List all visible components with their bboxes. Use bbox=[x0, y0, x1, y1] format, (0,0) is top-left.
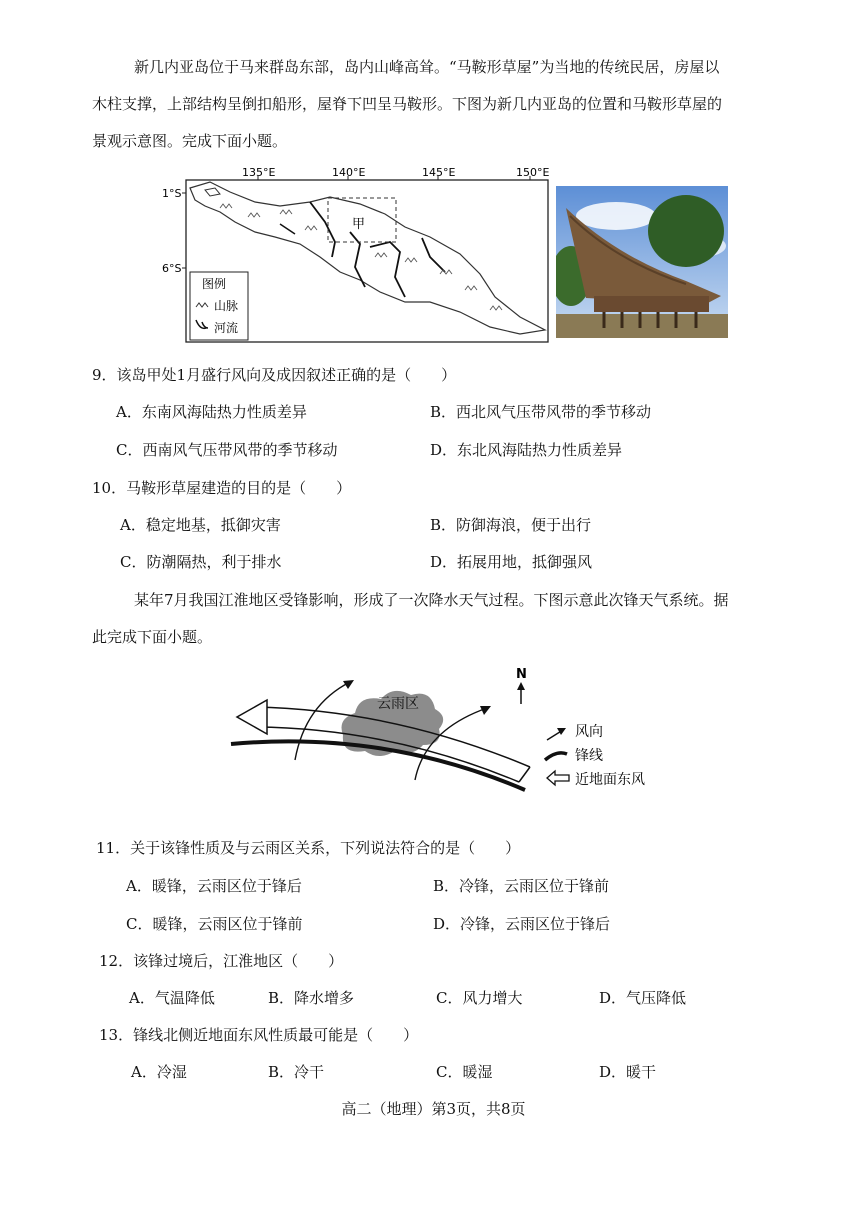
intro1-line2: 木柱支撑，上部结构呈倒扣船形，屋脊下凹呈马鞍形。下图为新几内亚岛的位置和马鞍形草屋的 bbox=[92, 95, 723, 113]
east-wind-icon bbox=[547, 771, 569, 785]
page-footer: 高二（地理）第3页，共8页 bbox=[341, 1100, 526, 1118]
q9-option-a[interactable]: A．东南风海陆热力性质差异 bbox=[116, 403, 307, 421]
q12-stem: 12．该锋过境后，江淮地区（ ） bbox=[99, 952, 344, 970]
q13-option-b[interactable]: B．冷干 bbox=[268, 1063, 325, 1081]
front-diagram bbox=[225, 660, 675, 800]
intro2-line2: 此完成下面小题。 bbox=[92, 628, 213, 646]
q11-stem: 11．关于该锋性质及与云雨区关系，下列说法符合的是（ ） bbox=[96, 839, 521, 857]
region-label: 甲 bbox=[352, 217, 366, 232]
q11-option-b[interactable]: B．冷锋，云雨区位于锋前 bbox=[433, 877, 610, 895]
intro2-line1: 某年7月我国江淮地区受锋影响，形成了一次降水天气过程。下图示意此次锋天气系统。据 bbox=[134, 591, 729, 609]
lon-label-135: 135°E bbox=[242, 166, 276, 179]
lon-label-145: 145°E bbox=[422, 166, 456, 179]
q10-option-d[interactable]: D．拓展用地，抵御强风 bbox=[430, 553, 593, 571]
q10-option-b[interactable]: B．防御海浪，便于出行 bbox=[430, 516, 592, 534]
q13-option-a[interactable]: A．冷湿 bbox=[131, 1063, 187, 1081]
cloud-label: 云雨区 bbox=[377, 696, 419, 712]
q10-option-a[interactable]: A．稳定地基，抵御灾害 bbox=[120, 516, 281, 534]
legend-east-wind: 近地面东风 bbox=[575, 772, 645, 788]
lon-label-140: 140°E bbox=[332, 166, 366, 179]
new-guinea-map bbox=[160, 162, 552, 344]
q9-stem: 9．该岛甲处1月盛行风向及成因叙述正确的是（ ） bbox=[92, 366, 457, 384]
north-label: N bbox=[516, 667, 527, 682]
q12-option-b[interactable]: B．降水增多 bbox=[268, 989, 355, 1007]
q9-option-c[interactable]: C．西南风气压带风带的季节移动 bbox=[116, 441, 338, 459]
legend-mountain: 山脉 bbox=[214, 299, 239, 313]
q13-stem: 13．锋线北侧近地面东风性质最可能是（ ） bbox=[99, 1026, 419, 1044]
q10-option-c[interactable]: C．防潮隔热，利于排水 bbox=[120, 553, 282, 571]
east-wind-arrowhead bbox=[237, 700, 267, 734]
q9-option-d[interactable]: D．东北风海陆热力性质差异 bbox=[430, 441, 623, 459]
intro1-line3: 景观示意图。完成下面小题。 bbox=[92, 132, 288, 150]
q11-option-a[interactable]: A．暖锋，云雨区位于锋后 bbox=[126, 877, 302, 895]
q13-option-d[interactable]: D．暖干 bbox=[599, 1063, 657, 1081]
legend-wind: 风向 bbox=[575, 724, 603, 740]
legend-river: 河流 bbox=[214, 321, 239, 335]
q13-option-c[interactable]: C．暖湿 bbox=[436, 1063, 493, 1081]
lat-label-1s: 1°S bbox=[162, 187, 182, 200]
q11-option-d[interactable]: D．冷锋，云雨区位于锋后 bbox=[433, 915, 611, 933]
lat-label-6s: 6°S bbox=[162, 262, 182, 275]
wind-arrow-1 bbox=[295, 682, 350, 760]
saddle-house-photo bbox=[556, 186, 728, 338]
q12-option-a[interactable]: A．气温降低 bbox=[129, 989, 215, 1007]
q9-option-b[interactable]: B．西北风气压带风带的季节移动 bbox=[430, 403, 652, 421]
front-line-icon bbox=[545, 753, 567, 760]
legend-front: 锋线 bbox=[575, 748, 603, 764]
q11-option-c[interactable]: C．暖锋，云雨区位于锋前 bbox=[126, 915, 303, 933]
q12-option-d[interactable]: D．气压降低 bbox=[599, 989, 687, 1007]
legend-title: 图例 bbox=[202, 277, 227, 291]
q12-option-c[interactable]: C．风力增大 bbox=[436, 989, 523, 1007]
intro1-line1: 新几内亚岛位于马来群岛东部，岛内山峰高耸。“马鞍形草屋”为当地的传统民居，房屋以 bbox=[134, 58, 720, 76]
lon-label-150: 150°E bbox=[516, 166, 550, 179]
q10-stem: 10．马鞍形草屋建造的目的是（ ） bbox=[92, 479, 352, 497]
